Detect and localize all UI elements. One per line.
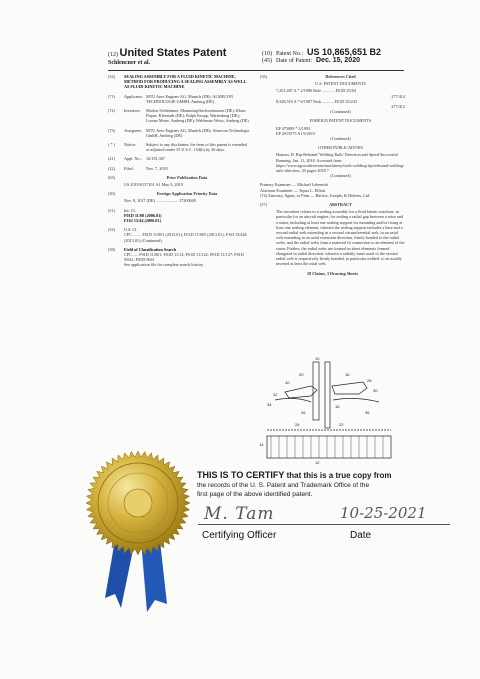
figure-curve-right	[333, 398, 379, 402]
certifying-officer-label: Certifying Officer	[202, 530, 277, 541]
patent-number-row	[262, 47, 381, 57]
fig-label-14: 14	[259, 442, 264, 447]
code-45: (45)	[262, 58, 272, 64]
office-title: United States Patent	[119, 47, 227, 59]
fig-label-26: 26	[301, 410, 306, 415]
field-search-item: (58) Field of Classification Search CPC ..... F01D 11/001; F01D 11/12; F01D 11/122; F01D 11/127; F01D 9/041; F05D 9041 See application file for complete search history.	[108, 246, 244, 268]
us-doc-2: 8,328,519 A * 6/1987 Pask ........... F01D 25/243	[276, 98, 357, 104]
assignees-item: (73) Assignees: MTU Aero Engines AG, Munich (DE); Almecon Technologie GmbH, Amberg (DE)	[108, 127, 250, 138]
certify-line-1: that this is a true copy from	[284, 471, 392, 480]
fig-label-12: 12	[315, 460, 320, 465]
fig-label-22: 22	[339, 422, 344, 427]
header-left	[108, 47, 226, 66]
figure-rotor	[267, 436, 391, 458]
fig-label-34: 34	[267, 402, 272, 407]
patent-number: US 10,865,651 B2	[307, 47, 382, 57]
fig-label-30: 30	[373, 388, 378, 393]
prior-pub-item: (65) Prior Publication Data US 2019/0137101 A1 May 9, 2019	[108, 174, 208, 188]
seal-emblem	[124, 489, 152, 517]
certify-line-2: the records of the U. S. Patent and Trademark Office of the	[197, 482, 370, 489]
figure-left-arm	[285, 386, 317, 398]
refs-item: (56) References Cited U.S. PATENT DOCUMENTS 7,201,487 A * 2/1986 Bole ............ F01D 25/04 277/414 8,328,519 A * 6/1987 Pask ........... F01D 25/243 277/412 (Continued) FOREIGN PATENT DOCUMENTS EP 475089 * 4/1992 EP 2913575 A1 9/2015 (Continued) OTHER PUBLICATIONS Hansen, D. Rip-Rebrand 'Welding Rails' Direction and Speed Successful Running, Jan. 11, 2018. Accessed from https://www.agrocultivecom/machinery/tools-welding-tips/rebrand-welding-rails-direction, 20 pages 2018.* (Continued)	[260, 74, 405, 179]
title-item: (54) SEALING ASSEMBLY FOR A FLUID KINETIC MACHINE, METHOD FOR PRODUCING A SEALING ASSEMBLY AS WELL AS FLUID KINETIC MACHINE	[108, 74, 250, 90]
code-12: (12)	[108, 52, 118, 58]
fig-label-32: 32	[273, 392, 278, 397]
fig-label-10: 10	[315, 356, 320, 361]
examiner-2: Assistant Examiner — Topaz L. Elliott	[260, 187, 326, 193]
fig-label-18: 18	[335, 404, 340, 409]
date-label: Date of Patent:	[276, 58, 312, 64]
fig-label-24: 24	[295, 422, 300, 427]
figure-vertical-web-2	[325, 362, 330, 428]
fig-label-40: 40	[285, 380, 290, 385]
right-column	[260, 74, 405, 278]
header-right	[262, 47, 381, 64]
gold-seal-with-ribbon	[83, 448, 193, 624]
appl-no-item: (21) Appl. No.: 16/181,367	[108, 156, 165, 162]
foreign-priority-item: (30) Foreign Application Priority Data Nov. 9, 2017 (DE) ..................... 17200949	[108, 191, 218, 204]
examiner-1: Primary Examiner — Michael Lebentritt	[260, 182, 329, 188]
figure-right-arm	[332, 382, 367, 394]
invention-title: SEALING ASSEMBLY FOR A FLUID KINETIC MACHINE, METHOD FOR PRODUCING A SEALING ASSEMBLY AS WELL AS FLUID KINETIC MACHINE	[124, 74, 247, 90]
certification-statement	[197, 470, 453, 499]
us-cl-item: (52) U.S. Cl. CPC ........ F01D 11/001 (2013.01); F01D 11/005 (2013.01); F16J 15/444 (2013.01) (Continued)	[108, 227, 247, 243]
signature-line	[198, 524, 450, 525]
certify-lead: THIS IS TO CERTIFY	[197, 470, 285, 480]
certify-line-3: first page of the above identified patent.	[197, 491, 313, 498]
patent-date-row	[262, 57, 381, 64]
officer-signature: M. Tam	[204, 504, 275, 524]
left-column	[108, 74, 250, 272]
attorney: (74) Attorney, Agent, or Firm — Barlow, Josephs & Holmes, Ltd.	[260, 192, 371, 198]
header-divider	[108, 70, 404, 71]
fig-label-20: 20	[299, 372, 304, 377]
fig-label-28: 28	[367, 378, 372, 383]
notice-item: ( * ) Notice: Subject to any disclaimer, the term of this patent is extended or adjusted under 35 U.S.C. 154(b) by 36 days.	[108, 142, 248, 153]
figure-curve-left	[275, 398, 311, 402]
filed-item: (22) Filed: Nov. 7, 2018	[108, 165, 168, 171]
inventors-item: (72) Inventors: Marlon Schlemmer, Mamming/Sachsenhausen (DE); Klaus Pieper, Kleestadt (DE); Ralph Kropp, Wartenberg (DE); Lorenz Meier, Amberg (DE); Waldemar Weiss, Amberg (DE)	[108, 108, 249, 124]
abstract-text: The invention relates to a sealing assembly for a fluid kinetic machine, in particular for an aircraft engine, for sealing a radial gap between a rotor and a stator, including at least one sealing support for mounting and/or fixing at least one sealing element, wherein the sealing support includes a base and a second radial web extending in a second circumferential web, in an axial web extending in an axial extension direction, firmly bonded to the radial webs, and the radial webs form a material fit connection to an element of the stator. Further, the radial webs are formed as sheet elements formed elongated in radial direction, wherein a radially inner axial of the second radial web is respectively firmly bonded, in particular welded, to an axially inserted at least the axial web.	[276, 209, 405, 267]
fig-label-16: 16	[345, 372, 350, 377]
fig-label-36: 36	[365, 410, 370, 415]
claims-count: 18 Claims, 3 Drawing Sheets	[306, 270, 359, 276]
applicants-item: (71) Applicants: MTU Aero Engines AG, Munich (DE); ALMECON TECHNOLOGIE GMBH, Amberg (DE)	[108, 93, 234, 104]
patent-date: Dec. 15, 2020	[316, 57, 360, 64]
code-10: (10)	[262, 51, 272, 57]
patent-no-label: Patent No.:	[276, 51, 303, 57]
inventors-short: Schlencner et al.	[108, 60, 151, 66]
patent-figure	[255, 356, 405, 466]
abstract-item: (57) ABSTRACT The invention relates to a sealing assembly for a fluid kinetic machine, in particular for an aircraft engine, for sealing a radial gap between a rotor and a stator, including at least one sealing support for mounting and/or fixing at least one sealing element, wherein the sealing support includes a base and a second radial web extending in a second circumferential web, in an axial web extending in an axial extension direction, firmly bonded to the radial webs, and the radial webs form a material fit connection to an element of the stator. Further, the radial webs are formed as sheet elements formed elongated in radial direction, wherein a radially inner axial of the second radial web is respectively firmly bonded, in particular welded, to an axially inserted at least the axial web.	[260, 202, 405, 267]
int-cl-item: (51) Int. Cl. F01D 11/08 (2006.01) F16J 15/44 (2006.01)	[108, 207, 162, 224]
date-label: Date	[350, 530, 372, 541]
signature-date: 10-25-2021	[340, 504, 427, 522]
us-doc-1: 7,201,487 A * 2/1986 Bole ............ F01D 25/04	[276, 88, 356, 94]
